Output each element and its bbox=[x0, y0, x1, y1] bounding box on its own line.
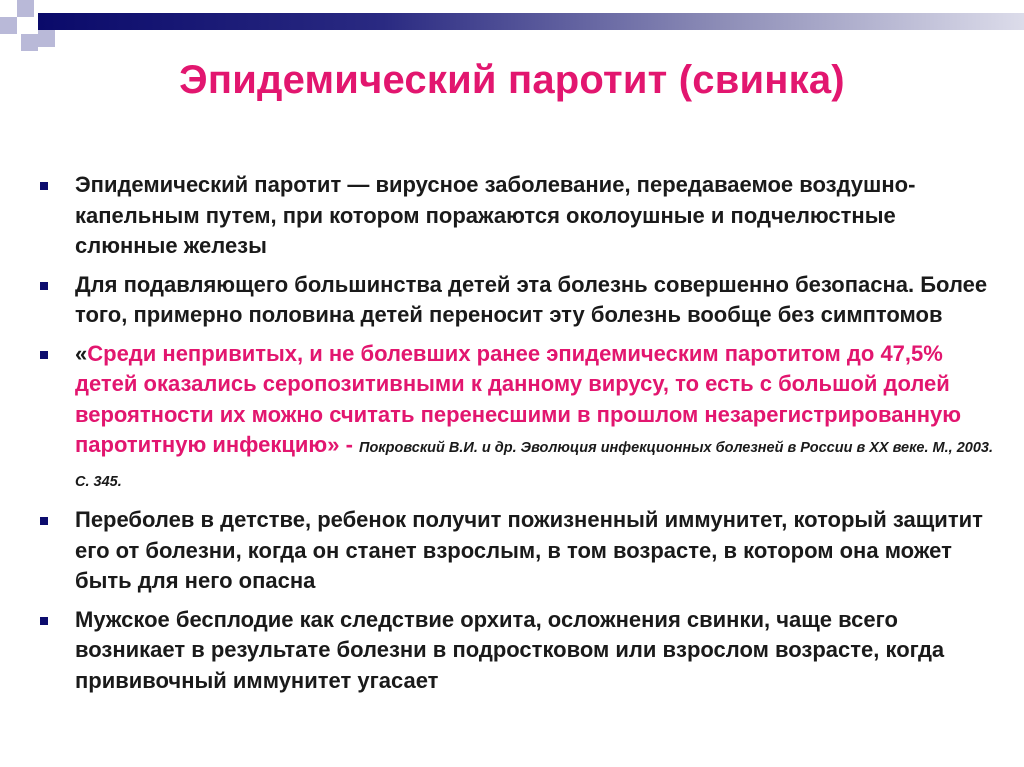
bullet-list bbox=[38, 170, 998, 704]
quote-text: Среди непривитых, и не болевших ранее эпидемическим паротитом до 47,5% детей оказались серопозитивными к данному вирусу, то есть с большой долей вероятности их можно считать перенесшими в прошлом незарегистрированную паротитную инфекцию bbox=[75, 340, 962, 457]
quote-source: Покровский В.И. и др. Эволюция инфекционных болезней в России в XX веке. М., 2003. С. 345. bbox=[75, 440, 993, 490]
bullet-item bbox=[38, 270, 998, 331]
square-bullet-icon bbox=[40, 182, 48, 190]
header-decoration-bar bbox=[38, 13, 1024, 30]
square-bullet-icon bbox=[40, 282, 48, 290]
close-quote-mark: » - bbox=[327, 432, 360, 457]
bullet-text: Переболев в детстве, ребенок получит пожизненный иммунитет, который защитит его от болезни, когда он станет взрослым, в том возрасте, в котором она может быть для него опасна bbox=[75, 507, 983, 593]
bullet-text: Мужское бесплодие как следствие орхита, осложнения свинки, чаще всего возникает в результате болезни в подростковом или взрослом возрасте, когда прививочный иммунитет угасает bbox=[75, 606, 945, 693]
bullet-item bbox=[38, 605, 998, 697]
bullet-text: Для подавляющего большинства детей эта болезнь совершенно безопасна. Более того, примерно половина детей переносит эту болезнь вообще без симптомов bbox=[75, 271, 988, 327]
header-square bbox=[38, 30, 55, 47]
bullet-item bbox=[38, 505, 998, 597]
bullet-text: Эпидемический паротит — вирусное заболевание, передаваемое воздушно-капельным путем, при котором поражаются околоушные и подчелюстные слюнные железы bbox=[75, 172, 916, 258]
header-square bbox=[0, 0, 17, 17]
open-quote-mark: « bbox=[75, 340, 88, 366]
square-bullet-icon bbox=[40, 517, 48, 525]
square-bullet-icon bbox=[40, 351, 48, 359]
header-square bbox=[21, 34, 38, 51]
header-square bbox=[21, 17, 38, 34]
header-square bbox=[0, 17, 17, 34]
slide-title: Эпидемический паротит (свинка) bbox=[179, 58, 845, 102]
bullet-item-quote bbox=[38, 339, 998, 498]
bullet-item bbox=[38, 170, 998, 262]
header-square bbox=[17, 0, 34, 17]
square-bullet-icon bbox=[40, 617, 48, 625]
